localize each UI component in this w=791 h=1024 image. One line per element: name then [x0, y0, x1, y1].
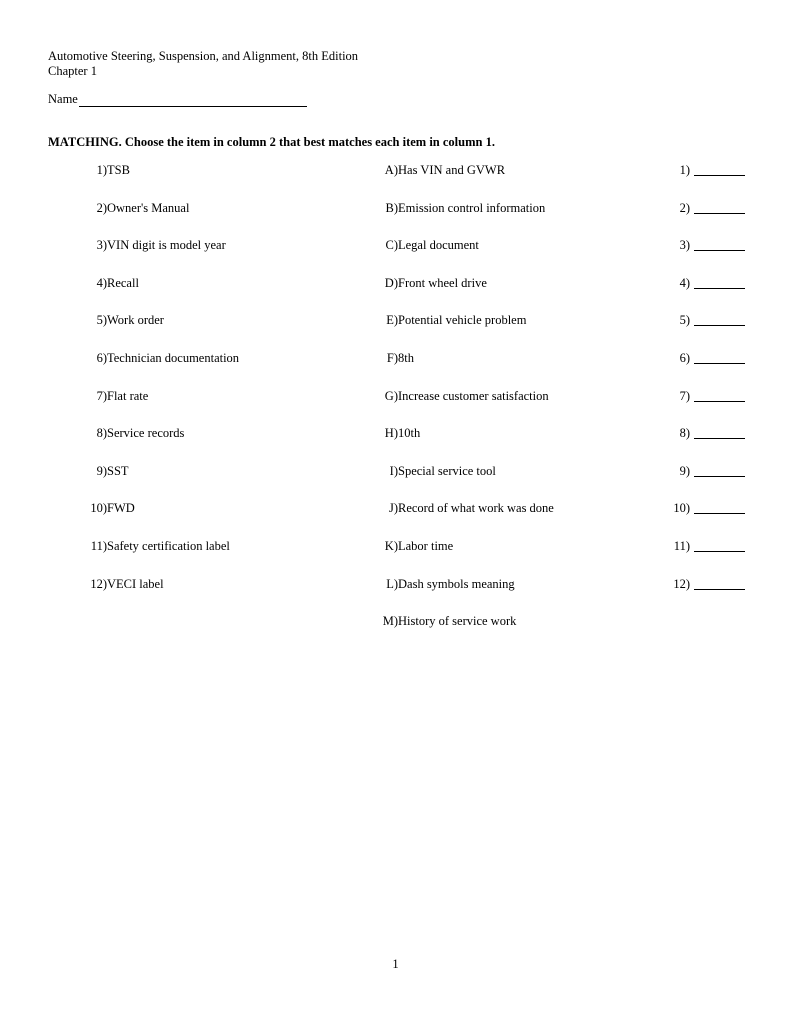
matching-row [0, 426, 791, 444]
item-number: 7) [96, 389, 107, 403]
column2-choice: Special service tool [398, 464, 496, 478]
item-number: 6) [96, 351, 107, 365]
column2-choice: 10th [398, 426, 421, 440]
book-title: Automotive Steering, Suspension, and Alignment, 8th Edition [48, 49, 359, 63]
answer-blank[interactable] [694, 476, 745, 477]
column1-item: Owner's Manual [107, 201, 190, 215]
choice-letter: I) [389, 464, 398, 478]
item-number: 1) [96, 163, 107, 177]
answer-blank[interactable] [694, 401, 745, 402]
name-label: Name [48, 92, 78, 106]
item-number: 10) [90, 501, 107, 515]
column1-item: Technician documentation [107, 351, 240, 365]
choice-letter: K) [384, 539, 398, 553]
item-number: 4) [96, 276, 107, 290]
column2-choice: Front wheel drive [398, 276, 487, 290]
name-field [48, 92, 307, 107]
column2-choice: Potential vehicle problem [398, 313, 527, 327]
matching-row [0, 201, 791, 219]
item-number: 8) [96, 426, 107, 440]
answer-number: 3) [679, 238, 690, 252]
column2-choice: 8th [398, 351, 414, 365]
answer-number: 5) [679, 313, 690, 327]
choice-letter: J) [388, 501, 398, 515]
column2-choice: Legal document [398, 238, 479, 252]
column1-item: Work order [107, 313, 164, 327]
choice-letter: C) [385, 238, 398, 252]
column1-item: SST [107, 464, 129, 478]
item-number: 3) [96, 238, 107, 252]
column2-choice: Labor time [398, 539, 454, 553]
matching-row [0, 501, 791, 519]
answer-blank[interactable] [694, 213, 745, 214]
column2-choice: Increase customer satisfaction [398, 389, 549, 403]
choice-letter: M) [382, 614, 398, 628]
item-number: 11) [90, 539, 107, 553]
answer-blank[interactable] [694, 325, 745, 326]
answer-blank[interactable] [694, 551, 745, 552]
answer-number: 12) [673, 577, 690, 591]
column1-item: VECI label [107, 577, 164, 591]
answer-blank[interactable] [694, 589, 745, 590]
choice-letter: G) [384, 389, 398, 403]
item-number: 12) [90, 577, 107, 591]
matching-row [0, 238, 791, 256]
choice-letter: A) [384, 163, 398, 177]
column1-item: Service records [107, 426, 185, 440]
item-number: 9) [96, 464, 107, 478]
page-number: 1 [392, 957, 399, 971]
name-blank-line[interactable] [79, 95, 307, 107]
matching-row [0, 313, 791, 331]
matching-row [0, 276, 791, 294]
matching-row [0, 351, 791, 369]
column2-choice: History of service work [398, 614, 517, 628]
choice-letter: E) [386, 313, 398, 327]
answer-number: 9) [679, 464, 690, 478]
answer-blank[interactable] [694, 250, 745, 251]
item-number: 2) [96, 201, 107, 215]
matching-instructions: MATCHING. Choose the item in column 2 that best matches each item in column 1. [48, 135, 495, 149]
matching-row [0, 577, 791, 595]
column1-item: TSB [107, 163, 130, 177]
column1-item: FWD [107, 501, 135, 515]
answer-number: 1) [679, 163, 690, 177]
answer-blank[interactable] [694, 363, 745, 364]
choice-letter: B) [385, 201, 398, 215]
column1-item: Recall [107, 276, 139, 290]
answer-blank[interactable] [694, 288, 745, 289]
item-number: 5) [96, 313, 107, 327]
answer-blank[interactable] [694, 175, 745, 176]
column1-item: VIN digit is model year [107, 238, 226, 252]
answer-number: 10) [673, 501, 690, 515]
column2-choice: Dash symbols meaning [398, 577, 515, 591]
chapter-label: Chapter 1 [48, 64, 97, 78]
column2-choice: Emission control information [398, 201, 546, 215]
matching-row [0, 163, 791, 181]
choice-letter: H) [384, 426, 398, 440]
matching-row [0, 389, 791, 407]
answer-blank[interactable] [694, 438, 745, 439]
choice-letter: F) [386, 351, 398, 365]
column1-item: Flat rate [107, 389, 149, 403]
answer-blank[interactable] [694, 513, 745, 514]
matching-row [0, 464, 791, 482]
column2-choice: Has VIN and GVWR [398, 163, 506, 177]
answer-number: 8) [679, 426, 690, 440]
column2-choice: Record of what work was done [398, 501, 554, 515]
answer-number: 6) [679, 351, 690, 365]
choice-letter: D) [384, 276, 398, 290]
answer-number: 11) [673, 539, 690, 553]
choice-letter: L) [386, 577, 398, 591]
answer-number: 7) [679, 389, 690, 403]
answer-number: 2) [679, 201, 690, 215]
column1-item: Safety certification label [107, 539, 230, 553]
answer-number: 4) [679, 276, 690, 290]
matching-row [0, 539, 791, 557]
matching-row [0, 614, 791, 632]
